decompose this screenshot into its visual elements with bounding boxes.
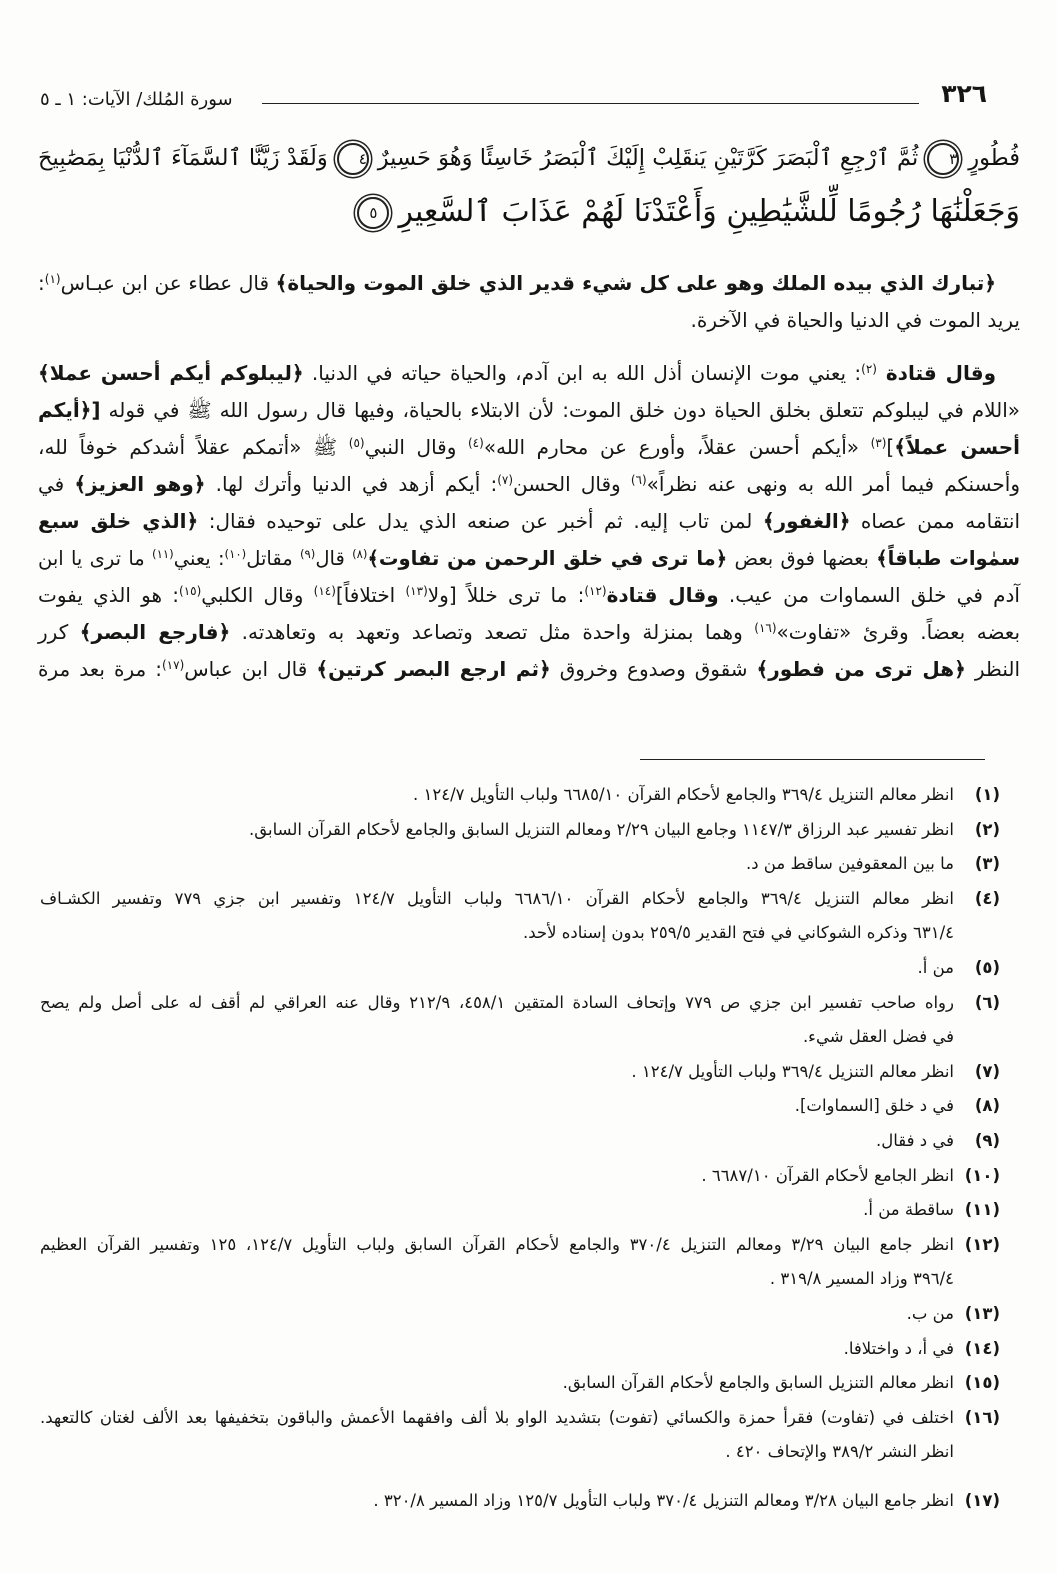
footnote bbox=[40, 813, 1000, 848]
footnote-ref-mark: (١٠) bbox=[224, 546, 247, 561]
footnote bbox=[40, 847, 1000, 882]
footnote-line bbox=[40, 986, 954, 1021]
footnote-line bbox=[40, 778, 954, 813]
bold-quote-text: ﴿ما ترى في خلق الرحمن من تفاوت﴾ bbox=[367, 547, 728, 570]
footnote-ref-mark: (٥) bbox=[348, 435, 365, 450]
footnote-ref-mark: (٩) bbox=[299, 546, 316, 561]
text-run: : يعني bbox=[173, 547, 225, 570]
text-run: ] bbox=[886, 435, 895, 459]
footnote-body bbox=[40, 778, 954, 813]
footnote-ref-mark: (٧) bbox=[497, 472, 514, 487]
footnote-line-text: من أ. bbox=[917, 957, 954, 977]
footnote-line-text: رواه صاحب تفسير ابن جزي ص ٧٧٩ وإتحاف السادة المتقين ٤٥٨/١، ٢١٢/٩ وقال عنه العراقي لم أقف له على أصل ولم يصح bbox=[40, 992, 954, 1012]
footnote-number: (٨) bbox=[974, 1096, 1000, 1116]
footnote-line-text: ٣٩٦/٤ وزاد المسير ٣١٩/٨ . bbox=[769, 1269, 954, 1289]
text-line bbox=[38, 466, 1020, 503]
footnote bbox=[40, 1297, 1000, 1332]
footnote-line-text: انظر معالم التنزيل السابق والجامع لأحكام القرآن السابق. bbox=[562, 1373, 954, 1393]
footnote-number: (١٦) bbox=[964, 1407, 1000, 1427]
text-run: بعضه بعضاً. وقرئ «تفاوت» bbox=[776, 620, 1021, 644]
main-text bbox=[38, 265, 1020, 688]
footnote-ref-mark: (٤) bbox=[467, 435, 484, 450]
text-run: آدم في خلق السماوات من عيب. bbox=[718, 583, 1020, 607]
footnote-line-text: انظر معالم التنزيل ٣٦٩/٤ والجامع لأحكام القرآن ٦٦٨٦/١٠ ولباب التأويل ١٢٤/٧ وتفسير ابن جزي ٧٧٩ وتفسير الكشـاف bbox=[40, 888, 954, 908]
bold-quote-text: ﴿الذي خلق سبع bbox=[38, 509, 199, 533]
footnote bbox=[40, 951, 1000, 986]
footnote bbox=[40, 882, 1000, 951]
text-line bbox=[38, 651, 1020, 688]
footnote-line-text: اختلف في (تفاوت) فقرأ حمزة والكسائي (تفوت) بتشديد الواو بلا ألف وافقهما الأعمش والباقون بتخفيفها بعد الألف لغتان كالتعهد. bbox=[40, 1407, 954, 1427]
footnote-number: (٣) bbox=[974, 854, 1000, 874]
footnote-ref-mark: (١٢) bbox=[584, 583, 607, 598]
text-run: يريد الموت في الدنيا والحياة في الآخرة. bbox=[690, 308, 1020, 332]
quran-line bbox=[38, 185, 1020, 239]
text-run: مقاتل bbox=[246, 547, 300, 570]
text-run: ثُمَّ ٱرْجِعِ ٱلْبَصَرَ كَرَّتَيْنِ يَنقَلِبْ إِلَيْكَ ٱلْبَصَرُ خَاسِئًا وَهُوَ حَسِيرٌ bbox=[377, 145, 919, 171]
text-run: لمن تاب إليه. ثم أخبر عن صنعه الذي يدل على توحيده فقال: bbox=[198, 509, 763, 533]
text-run: ﷺ «أتمكم عقلاً أشدكم خوفاً لله، bbox=[38, 435, 349, 459]
text-run: «أيكم أحسن عقلاً، وأورع عن محارم الله» bbox=[483, 435, 871, 459]
footnote-number: (١٠) bbox=[964, 1165, 1000, 1185]
bold-quote-text: وقال قتادة bbox=[876, 361, 997, 385]
footnote-body bbox=[40, 1332, 954, 1367]
footnote-line-text: انظر جامع البيان ٣/٢٩ ومعالم التنزيل ٣٧٠/٤ والجامع لأحكام القرآن السابق ولباب التأويل ١٢٤/٧، ١٢٥ وتفسير القرآن العظيم bbox=[40, 1234, 954, 1254]
line-content bbox=[38, 271, 996, 295]
text-line bbox=[38, 614, 1020, 651]
page-number: ٣٢٦ bbox=[941, 79, 987, 108]
footnote-line bbox=[40, 1366, 954, 1401]
line-content bbox=[38, 509, 1020, 533]
footnote-ref-mark: (٣) bbox=[870, 435, 887, 450]
footnote-line-text: في فضل العقل شيء. bbox=[802, 1027, 954, 1047]
footnote-line-text: في د خلق [السماوات]. bbox=[794, 1096, 954, 1116]
paragraph bbox=[38, 355, 1020, 688]
footnote-line bbox=[40, 1124, 954, 1159]
footnote bbox=[40, 1401, 1000, 1470]
text-run: وقال النبي bbox=[364, 435, 468, 459]
footnote-number: (٤) bbox=[974, 888, 1000, 908]
footnote-line bbox=[40, 1332, 954, 1367]
footnote-line bbox=[40, 1055, 954, 1090]
text-run: وهما بمنزلة واحدة مثل تصعد وتصاعد وتعهد به وتعاهدته. bbox=[230, 620, 755, 644]
footnote-body bbox=[40, 1484, 954, 1519]
footnote-line bbox=[40, 1401, 954, 1436]
ayah-number-marker: ٤ bbox=[337, 143, 369, 175]
footnote-body bbox=[40, 986, 954, 1055]
text-run: قال ابن عباس bbox=[184, 657, 317, 681]
text-run: في bbox=[38, 472, 75, 496]
bold-quote-text: [﴿أيكم bbox=[38, 398, 101, 422]
footnote-ref-mark: (١٧) bbox=[161, 657, 185, 672]
bold-quote-text: ﴿فارجع البصر﴾ bbox=[79, 620, 231, 644]
bold-quote-text: ﴿هل ترى من فطور﴾ bbox=[756, 657, 966, 681]
text-line bbox=[38, 577, 1020, 614]
footnote bbox=[40, 1193, 1000, 1228]
footnote-line bbox=[40, 951, 954, 986]
footnote bbox=[40, 1366, 1000, 1401]
footnote-ref-mark: (١١) bbox=[152, 546, 174, 561]
line-content bbox=[38, 472, 1020, 496]
text-run: وقال الحسن bbox=[513, 472, 631, 496]
footnote-body bbox=[40, 1124, 954, 1159]
footnote-ref-mark: (١) bbox=[44, 271, 61, 286]
footnote-line-text: في د فقال. bbox=[876, 1130, 954, 1150]
quran-verses bbox=[38, 131, 1020, 239]
footnote-line-text: انظر الجامع لأحكام القرآن ٦٦٨٧/١٠ . bbox=[701, 1165, 954, 1185]
footnote-body bbox=[40, 882, 954, 951]
footnote-body bbox=[40, 951, 954, 986]
bold-quote-text: ﴿ليبلوكم أيكم أحسن عملا﴾ bbox=[38, 361, 304, 385]
footnote-line bbox=[40, 1262, 954, 1297]
text-run: النظر bbox=[965, 657, 1021, 681]
quran-line bbox=[38, 131, 1020, 185]
footnote-separator bbox=[640, 759, 985, 760]
line-content bbox=[38, 145, 1020, 171]
footnote bbox=[40, 1228, 1000, 1297]
line-content bbox=[38, 583, 1020, 607]
footnote bbox=[40, 1332, 1000, 1367]
ayah-number-marker: ٥ bbox=[357, 197, 389, 229]
text-run: قال عطاء عن ابن عبـاس bbox=[60, 271, 276, 295]
footnote-body bbox=[40, 1297, 954, 1332]
footnote-line bbox=[40, 1297, 954, 1332]
footnote-line-text: انظر تفسير عبد الرزاق ١١٤٧/٣ وجامع البيان ٢/٢٩ ومعالم التنزيل السابق والجامع لأحكام القرآن السابق. bbox=[249, 819, 954, 839]
footnote-ref-mark: (١٥) bbox=[179, 583, 202, 598]
footnote-number: (٧) bbox=[974, 1061, 1000, 1081]
line-content bbox=[38, 435, 1020, 459]
text-run: ما ترى يا ابن bbox=[38, 547, 153, 570]
text-run: فُطُورٍ bbox=[968, 145, 1020, 171]
bold-quote-text: ﴿الغفور﴾ bbox=[762, 509, 851, 533]
ayah-number-marker: ٣ bbox=[927, 143, 959, 175]
footnote-ref-mark: (١٣) bbox=[405, 583, 428, 598]
footnote-number: (٥) bbox=[974, 957, 1000, 977]
line-content bbox=[690, 308, 1020, 332]
footnote-body bbox=[40, 1228, 954, 1297]
footnote bbox=[40, 1124, 1000, 1159]
footnote-line-text: انظر النشر ٣٨٩/٢ والإتحاف ٤٢٠ . bbox=[725, 1442, 954, 1462]
footnote bbox=[40, 1089, 1000, 1124]
footnote-number: (٩) bbox=[974, 1130, 1000, 1150]
footnote bbox=[40, 1484, 1000, 1519]
footnote-line-text: انظر معالم التنزيل ٣٦٩/٤ ولباب التأويل ١٢٤/٧ . bbox=[631, 1061, 954, 1081]
text-run: قال bbox=[315, 547, 353, 570]
footnote-line-text: في أ، د واختلافا. bbox=[843, 1338, 954, 1358]
bold-quote-text: ﴿تبارك الذي بيده الملك وهو على كل شيء قدير الذي خلق الموت والحياة﴾ bbox=[275, 271, 996, 295]
footnote-line bbox=[40, 1020, 954, 1055]
header-rule bbox=[262, 103, 919, 104]
footnote-number: (١٢) bbox=[964, 1234, 1000, 1254]
footnote-ref-mark: (١٦) bbox=[754, 620, 777, 635]
text-run: شقوق وصدوع وخروق bbox=[550, 657, 757, 681]
footnote-line bbox=[40, 882, 954, 917]
footnotes bbox=[40, 778, 1000, 1518]
line-content bbox=[38, 620, 1020, 644]
text-line bbox=[38, 540, 1020, 577]
footnote bbox=[40, 1055, 1000, 1090]
line-content bbox=[348, 194, 1020, 229]
line-content bbox=[38, 657, 1020, 681]
footnote-number: (١) bbox=[974, 785, 1000, 804]
text-run: : bbox=[38, 271, 45, 295]
running-title: سورة المُلك/ الآيات: ١ ـ ٥ bbox=[40, 89, 233, 110]
footnote-ref-mark: (٨) bbox=[352, 546, 368, 561]
text-run: : مرة بعد مرة bbox=[38, 657, 162, 681]
footnote-line-text: انظر معالم التنزيل ٣٦٩/٤ والجامع لأحكام القرآن ٦٦٨٥/١٠ ولباب التأويل ١٢٤/٧ . bbox=[413, 785, 954, 804]
footnote-line bbox=[40, 1228, 954, 1263]
text-run: كرر bbox=[38, 620, 80, 644]
text-line bbox=[38, 503, 1020, 540]
footnote-line-text: ٦٣١/٤ وذكره الشوكاني في فتح القدير ٢٥٩/٥ بدون إسناده لأحد. bbox=[523, 923, 954, 943]
footnote bbox=[40, 778, 1000, 813]
footnote-line bbox=[40, 847, 954, 882]
text-run: : أيكم أزهد في الدنيا وأترك لها. bbox=[205, 472, 498, 496]
footnote-number: (١١) bbox=[964, 1200, 1000, 1220]
footnote-number: (١٤) bbox=[964, 1338, 1000, 1358]
footnote-line bbox=[40, 813, 954, 848]
text-run: وأحسنكم فيما أمر الله به ونهى عنه نظراً» bbox=[646, 472, 1021, 496]
footnote-number: (١٥) bbox=[964, 1373, 1000, 1393]
footnote-body bbox=[40, 1366, 954, 1401]
footnote-line bbox=[40, 916, 954, 951]
footnote bbox=[40, 1159, 1000, 1194]
line-content bbox=[38, 547, 1020, 570]
footnote-line bbox=[40, 1159, 954, 1194]
text-run: انتقامه ممن عصاه bbox=[850, 509, 1020, 533]
footnote-line bbox=[40, 1089, 954, 1124]
text-run: : يعني موت الإنسان أذل الله به ابن آدم، والحياة حياته في الدنيا. bbox=[303, 361, 862, 385]
footnote-number: (٦) bbox=[974, 992, 1000, 1012]
bold-quote-text: أحسن عملاً﴾ bbox=[894, 435, 1021, 459]
text-line bbox=[38, 355, 1020, 392]
text-line bbox=[38, 302, 1020, 339]
text-run: بعضها فوق بعض bbox=[727, 547, 877, 570]
line-content bbox=[38, 398, 1020, 422]
paragraph bbox=[38, 265, 1020, 339]
footnote-line bbox=[40, 1484, 954, 1519]
text-run: «اللام في ليبلوكم تتعلق بخلق الحياة دون خلق الموت: لأن الابتلاء بالحياة، وفيها قال رسول الله ﷺ في قوله bbox=[100, 398, 1020, 422]
footnote-line bbox=[40, 1435, 954, 1470]
text-run: وَلَقَدْ زَيَّنَّا ٱلسَّمَآءَ ٱلدُّنْيَا بِمَصَٰبِيحَ bbox=[38, 145, 328, 171]
bold-quote-text: وقال قتادة bbox=[606, 583, 719, 607]
footnote-number: (١٣) bbox=[964, 1303, 1000, 1323]
footnote-number: (١٧) bbox=[964, 1490, 1000, 1510]
footnote-body bbox=[40, 1089, 954, 1124]
footnote-line-text: ما بين المعقوفين ساقط من د. bbox=[745, 854, 954, 874]
text-line bbox=[38, 429, 1020, 466]
footnote-ref-mark: (١٤) bbox=[313, 583, 336, 598]
footnote-body bbox=[40, 1193, 954, 1228]
footnote-ref-mark: (٢) bbox=[861, 361, 877, 376]
footnote-body bbox=[40, 1401, 954, 1470]
text-line bbox=[38, 392, 1020, 429]
footnote-ref-mark: (٦) bbox=[630, 472, 647, 487]
bold-quote-text: ﴿ثم ارجع البصر كرتين﴾ bbox=[316, 657, 551, 681]
footnote-number: (٢) bbox=[974, 819, 1000, 839]
line-content bbox=[38, 361, 996, 385]
footnote-body bbox=[40, 1055, 954, 1090]
text-run: وقال الكلبي bbox=[201, 583, 314, 607]
bold-quote-text: سمٰوات طباقاً﴾ bbox=[876, 547, 1021, 570]
footnote-body bbox=[40, 1159, 954, 1194]
text-run: : هو الذي يفوت bbox=[38, 583, 179, 607]
footnote-line-text: انظر جامع البيان ٣/٢٨ ومعالم التنزيل ٣٧٠/٤ ولباب التأويل ١٢٥/٧ وزاد المسير ٣٢٠/٨ . bbox=[373, 1490, 954, 1510]
footnote-body bbox=[40, 847, 954, 882]
text-run: : ما ترى خللاً [ولا bbox=[427, 583, 585, 607]
footnote-line-text: ساقطة من أ. bbox=[863, 1200, 954, 1220]
bold-quote-text: ﴿وهو العزيز﴾ bbox=[74, 472, 206, 496]
text-run: وَجَعَلْنَٰهَا رُجُومًا لِّلشَّيَٰطِينِ وَأَعْتَدْنَا لَهُمْ عَذَابَ ٱلسَّعِيرِ bbox=[398, 194, 1020, 229]
text-run: اختلافاً] bbox=[335, 583, 406, 607]
footnote bbox=[40, 986, 1000, 1055]
footnote-line bbox=[40, 1193, 954, 1228]
text-line bbox=[38, 265, 1020, 302]
footnote-line-text: من ب. bbox=[906, 1303, 954, 1323]
footnote-body bbox=[40, 813, 954, 848]
